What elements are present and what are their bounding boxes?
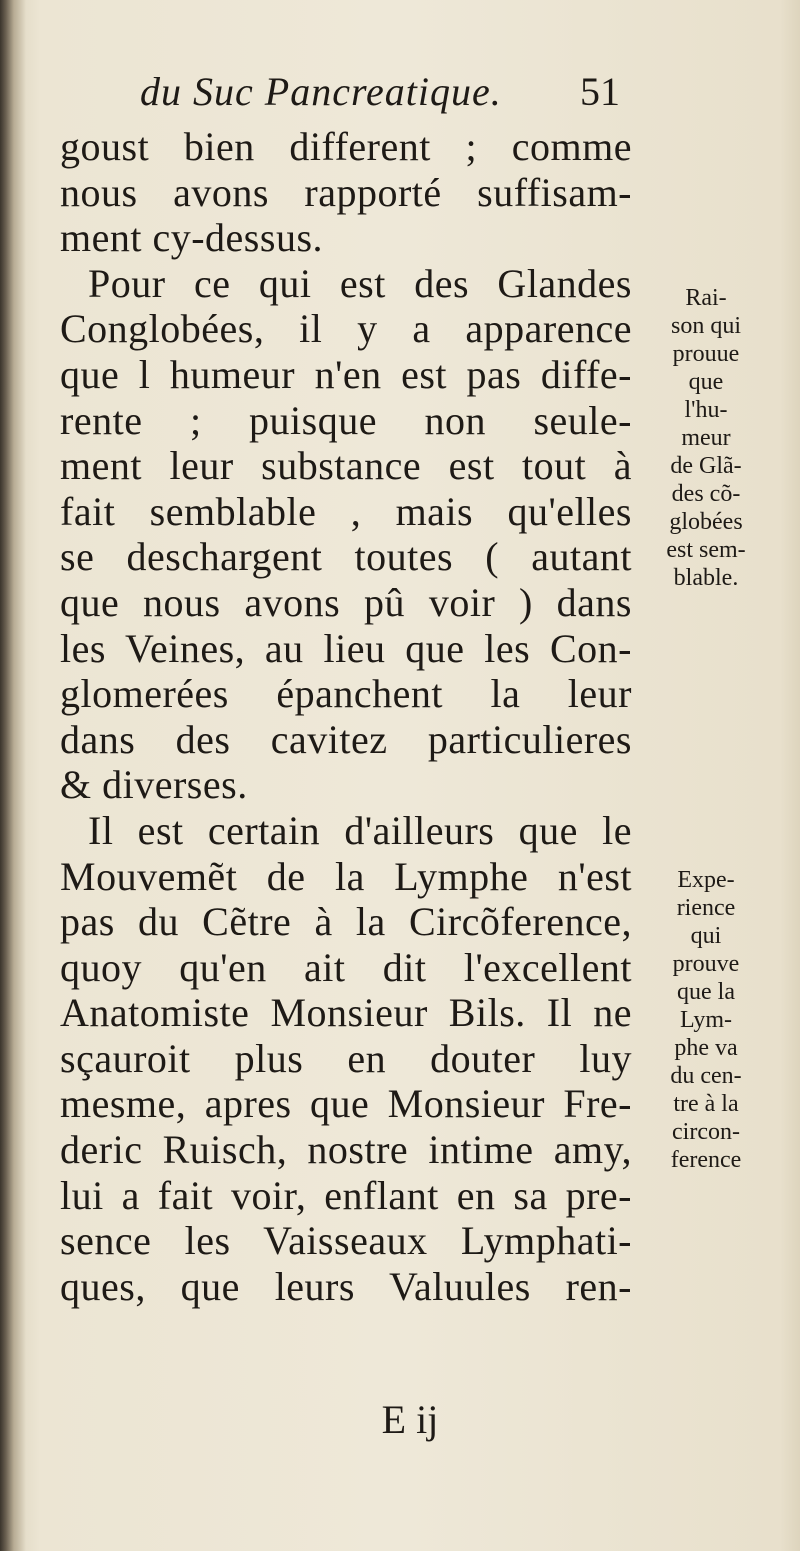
note-line: l'hu- bbox=[684, 397, 728, 423]
text-line: dans des cavitez particulieres bbox=[60, 716, 632, 762]
text-line: ment leur substance est tout à bbox=[60, 443, 632, 489]
running-title: du Suc Pancreatique. bbox=[140, 69, 502, 114]
text-line: nous avons rapporté suffisam- bbox=[60, 169, 632, 215]
note-line: de Glã- bbox=[670, 453, 742, 479]
note-line: Expe- bbox=[677, 867, 735, 893]
note-line: prouue bbox=[672, 341, 740, 367]
page-number: 51 bbox=[580, 69, 620, 114]
note-line: phe va bbox=[674, 1035, 738, 1061]
note-line: son qui bbox=[670, 313, 741, 339]
page-header bbox=[140, 68, 640, 128]
note-line: qui bbox=[690, 923, 722, 949]
text-line: mesme, apres que Monsieur Fre- bbox=[60, 1081, 632, 1127]
text-line: fait semblable , mais qu'elles bbox=[60, 488, 632, 534]
text-line: Mouvemẽt de la Lymphe n'est bbox=[60, 853, 632, 899]
text-line: sence les Vaisseaux Lymphati- bbox=[60, 1218, 632, 1264]
text-line: pas du Cẽtre à la Circõference, bbox=[60, 899, 632, 945]
main-text bbox=[60, 124, 632, 1309]
text-line: se deschargent toutes ( autant bbox=[60, 534, 632, 580]
text-line: & diverses. bbox=[60, 762, 248, 808]
text-line: glomerées épanchent la leur bbox=[60, 671, 632, 717]
note-line: prouve bbox=[672, 951, 740, 977]
note-line: tre à la bbox=[673, 1091, 739, 1117]
note-line: rience bbox=[676, 895, 736, 921]
text-line: que nous avons pû voir ) dans bbox=[60, 579, 632, 625]
text-line: ques, que leurs Valuules ren- bbox=[60, 1263, 632, 1309]
margin-note-raison bbox=[636, 284, 776, 592]
text-line: goust bien different ; comme bbox=[60, 124, 632, 169]
text-line: que l humeur n'en est pas diffe- bbox=[60, 351, 632, 397]
note-line: est sem- bbox=[666, 537, 746, 563]
text-line: Anatomiste Monsieur Bils. Il ne bbox=[60, 990, 632, 1036]
margin-note-experience bbox=[636, 866, 776, 1174]
note-line: du cen- bbox=[670, 1063, 742, 1089]
note-line: ference bbox=[670, 1147, 742, 1173]
text-line: ment cy-dessus. bbox=[60, 215, 324, 261]
note-line: que bbox=[688, 369, 724, 395]
text-line: sçauroit plus en douter luy bbox=[60, 1035, 632, 1081]
text-line: Pour ce qui est des Glandes bbox=[88, 260, 632, 306]
note-line: des cõ- bbox=[671, 481, 741, 507]
book-spine-shadow bbox=[0, 0, 26, 1551]
note-line: circon- bbox=[672, 1119, 740, 1145]
text-line: deric Ruisch, nostre intime amy, bbox=[60, 1127, 632, 1173]
text-line: rente ; puisque non seule- bbox=[60, 397, 632, 443]
note-line: Rai- bbox=[685, 285, 727, 311]
note-line: meur bbox=[681, 425, 731, 451]
text-line: Il est certain d'ailleurs que le bbox=[88, 807, 632, 853]
text-line: les Veines, au lieu que les Con- bbox=[60, 625, 632, 671]
note-line: Lym- bbox=[680, 1007, 732, 1033]
text-line: Conglobées, il y a apparence bbox=[60, 306, 632, 352]
note-line: que la bbox=[677, 979, 735, 1005]
note-line: blable. bbox=[673, 565, 739, 591]
text-line: quoy qu'en ait dit l'excellent bbox=[60, 944, 632, 990]
note-line: globées bbox=[669, 509, 743, 535]
signature-mark: E ij bbox=[381, 1397, 439, 1442]
text-line: lui a fait voir, enflant en sa pre- bbox=[60, 1172, 632, 1218]
